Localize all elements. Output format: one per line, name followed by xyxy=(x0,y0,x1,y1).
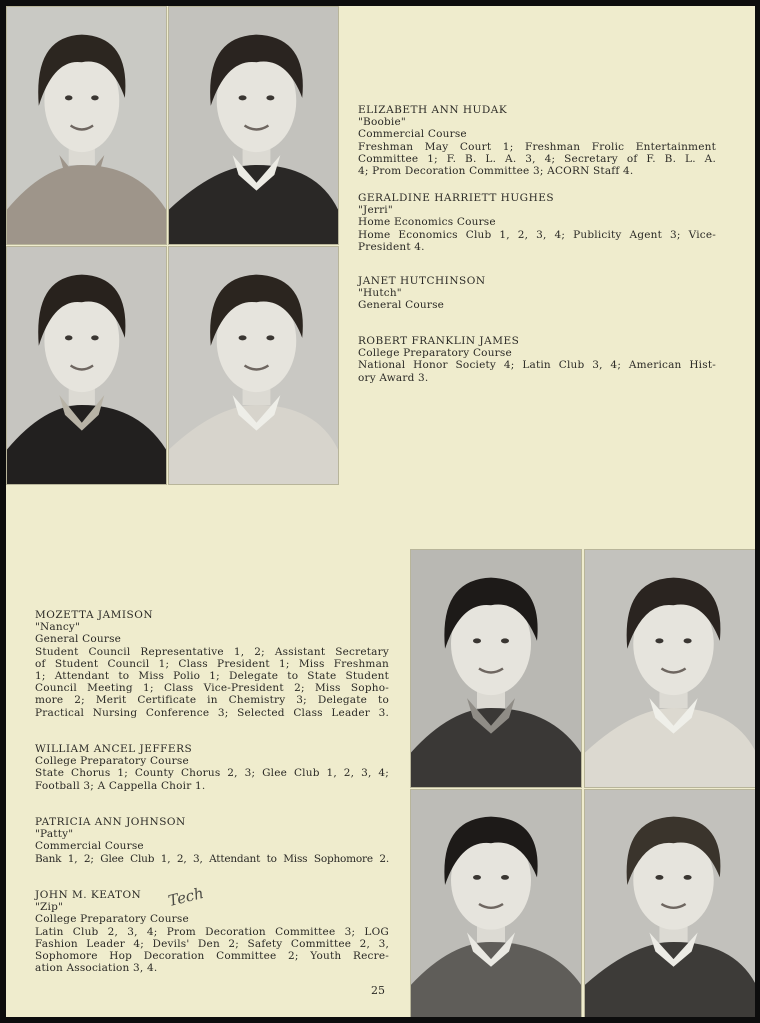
left-eye xyxy=(655,638,663,643)
activities-line: 1; Attendant to Miss Polio 1; Delegate to State Student xyxy=(35,670,389,683)
activities-line: 4; Prom Decoration Committee 3; ACORN Staff 4. xyxy=(358,165,634,178)
student-name: GERALDINE HARRIETT HUGHES xyxy=(358,192,555,204)
portrait-image xyxy=(411,790,581,1017)
course: General Course xyxy=(35,633,122,646)
left-eye xyxy=(65,95,72,100)
portrait-image xyxy=(585,550,755,787)
portrait-image xyxy=(411,550,581,787)
portrait-keaton xyxy=(584,789,755,1017)
student-name: JANET HUTCHINSON xyxy=(358,275,486,287)
page-number: 25 xyxy=(371,984,385,997)
student-name: ELIZABETH ANN HUDAK xyxy=(358,104,508,116)
left-eye xyxy=(473,638,481,643)
right-eye xyxy=(91,95,98,100)
left-eye xyxy=(655,875,663,880)
activities-line: Latin Club 2, 3, 4; Prom Decoration Committee 3; LOG xyxy=(35,925,389,938)
portrait-image xyxy=(169,247,338,484)
portrait-jeffers xyxy=(584,549,755,788)
portrait-james xyxy=(168,246,339,485)
activities-line: Home Economics Club 1, 2, 3, 4; Publicity Agent 3; Vice- xyxy=(358,228,716,241)
activities-line: Freshman May Court 1; Freshman Frolic Entertainment xyxy=(358,140,716,153)
course: Commercial Course xyxy=(35,840,144,853)
course: College Preparatory Course xyxy=(35,913,189,926)
portrait-johnson xyxy=(410,789,582,1017)
student-name: ROBERT FRANKLIN JAMES xyxy=(358,335,520,347)
left-eye xyxy=(473,875,481,880)
entry-hutchinson xyxy=(358,275,716,312)
student-name: MOZETTA JAMISON xyxy=(35,609,154,621)
activities-line: Sophomore Hop Decoration Committee 2; Youth Recre- xyxy=(35,950,389,963)
nickname: "Zip" xyxy=(35,901,64,914)
left-eye xyxy=(65,335,72,340)
portrait-image xyxy=(169,7,338,244)
activities-line: Bank 1, 2; Glee Club 1, 2, 3, Attendant to Miss Sophomore 2. xyxy=(35,852,389,865)
portrait-image xyxy=(7,247,166,484)
handwritten-note: Tech xyxy=(166,883,206,911)
activities-line: Fashion Leader 4; Devils' Den 2; Safety Committee 2, 3, xyxy=(35,937,389,950)
activities-line: National Honor Society 4; Latin Club 3, 4; American Hist- xyxy=(358,359,716,372)
activities-line: State Chorus 1; County Chorus 2, 3; Glee Club 1, 2, 3, 4; xyxy=(35,767,389,780)
student-name: JOHN M. KEATON xyxy=(35,889,142,901)
portrait-jamison xyxy=(410,549,582,788)
portrait-hughes xyxy=(168,6,339,245)
nickname: "Nancy" xyxy=(35,621,81,634)
activities-line: ation Association 3, 4. xyxy=(35,962,158,975)
entry-johnson xyxy=(35,816,389,865)
portrait-hudak xyxy=(6,6,167,245)
right-eye xyxy=(501,638,509,643)
entry-jeffers xyxy=(35,743,389,792)
right-eye xyxy=(266,95,274,100)
entry-hughes xyxy=(358,192,716,253)
course: General Course xyxy=(358,299,445,312)
course: College Preparatory Course xyxy=(358,347,512,360)
right-eye xyxy=(501,875,509,880)
portrait-image xyxy=(7,7,166,244)
right-eye xyxy=(684,875,692,880)
portrait-image xyxy=(585,790,755,1017)
nickname: "Boobie" xyxy=(358,116,406,129)
entry-james xyxy=(358,335,716,384)
course: College Preparatory Course xyxy=(35,755,189,768)
activities-line: Council Meeting 1; Class Vice-President 2; Miss Sopho- xyxy=(35,682,389,695)
nickname: "Jerri" xyxy=(358,204,393,217)
yearbook-page xyxy=(6,6,755,1017)
activities-line: of Student Council 1; Class President 1; Miss Freshman xyxy=(35,657,389,670)
student-name: PATRICIA ANN JOHNSON xyxy=(35,816,186,828)
activities-line: Student Council Representative 1, 2; Assistant Secretary xyxy=(35,645,389,658)
entry-hudak xyxy=(358,104,716,177)
left-eye xyxy=(239,95,247,100)
left-eye xyxy=(239,335,247,340)
course: Home Economics Course xyxy=(358,216,496,229)
nickname: "Patty" xyxy=(35,828,74,841)
activities-line: Committee 1; F. B. L. A. 3, 4; Secretary of F. B. L. A. xyxy=(358,152,716,165)
activities-line: more 2; Merit Certificate in Chemistry 3; Delegate to xyxy=(35,694,389,707)
right-eye xyxy=(266,335,274,340)
entry-keaton xyxy=(35,889,389,974)
course: Commercial Course xyxy=(358,128,467,141)
right-eye xyxy=(91,335,98,340)
student-name: WILLIAM ANCEL JEFFERS xyxy=(35,743,193,755)
entry-jamison xyxy=(35,609,389,719)
nickname: "Hutch" xyxy=(358,287,402,300)
portrait-hutchinson xyxy=(6,246,167,485)
activities-line: ory Award 3. xyxy=(358,371,429,384)
activities-line: President 4. xyxy=(358,240,425,253)
right-eye xyxy=(684,638,692,643)
activities-line: Practical Nursing Conference 3; Selected Class Leader 3. xyxy=(35,706,389,719)
activities-line: Football 3; A Cappella Choir 1. xyxy=(35,779,206,792)
